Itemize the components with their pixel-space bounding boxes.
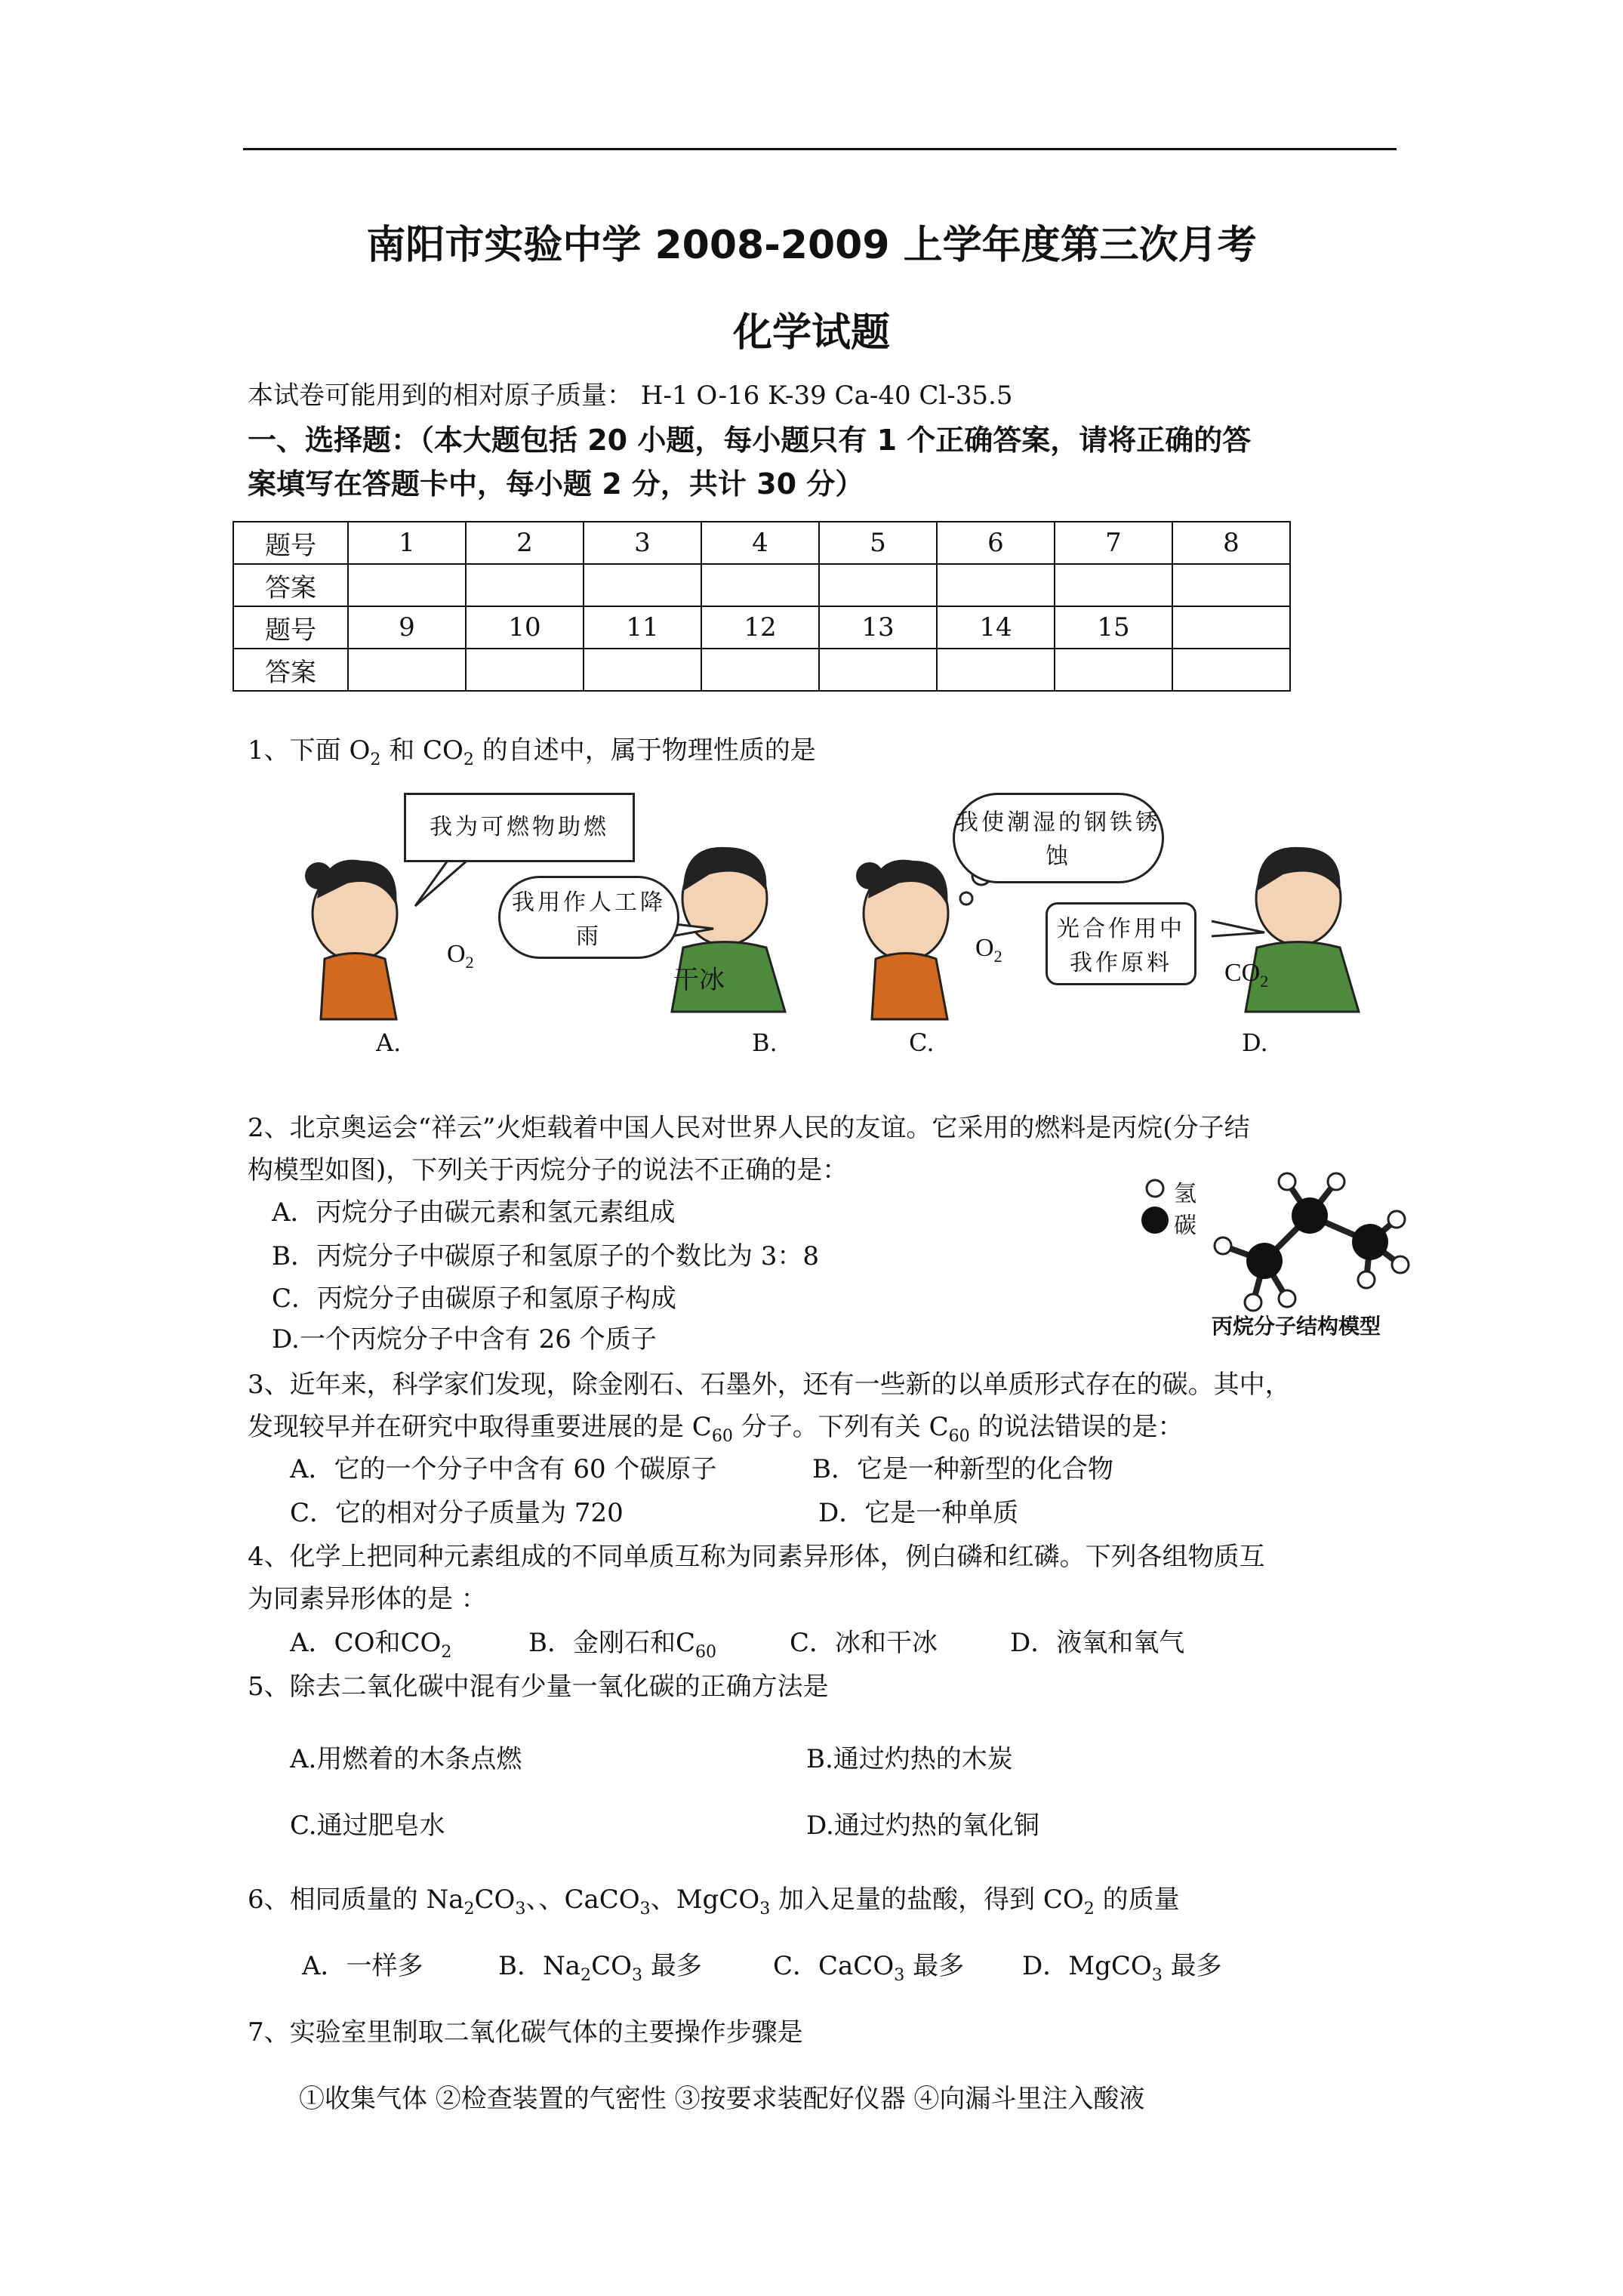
label-co2-d: $CO_2$ [1224,959,1269,991]
table-cell: 6 [937,522,1055,564]
q3-option-c: C．它的相对分子质量为 720 [290,1498,624,1528]
legend-hydrogen-label: 氢 [1174,1181,1196,1207]
table-row [233,522,1290,564]
q3-stem-line1: 3、近年来，科学家们发现，除金刚石、石墨外，还有一些新的以单质形式存在的碳。其中， [248,1370,1291,1400]
answer-cell[interactable] [937,564,1055,606]
answer-cell[interactable] [466,564,584,606]
q3-option-d: D．它是一种单质 [818,1498,1019,1528]
table-row [233,606,1290,649]
table-cell [1172,606,1290,649]
top-rule [243,148,1397,150]
answer-cell[interactable] [584,649,701,691]
table-cell: 3 [584,522,701,564]
hydrogen-legend-icon [1147,1180,1163,1197]
q2-option-c: C．丙烷分子由碳原子和氢原子构成 [272,1284,677,1314]
answer-table [233,521,1291,692]
table-cell: 题号 [233,522,348,564]
table-cell: 9 [348,606,466,649]
label-dry-ice: 干冰 [673,965,725,995]
table-cell: 8 [1172,522,1290,564]
q4-option-b: B．金刚石和$C_{60}$ [528,1628,717,1662]
q5-option-d: D.通过灼热的氧化铜 [806,1811,1039,1841]
label-o2-c: $O_2$ [975,934,1002,966]
q7-steps: ①收集气体 ②检查装置的气密性 ③按要求装配好仪器 ④向漏斗里注入酸液 [299,2084,1145,2114]
answer-cell[interactable] [466,649,584,691]
label-o2-a: $O_2$ [447,940,474,972]
q3-option-b: B．它是一种新型的化合物 [812,1454,1113,1484]
table-cell: 2 [466,522,584,564]
q4-option-d: D．液氧和氧气 [1010,1628,1185,1658]
section-heading-line1: 一、选择题：（本大题包括 20 小题，每小题只有 1 个正确答案，请将正确的答 [248,424,1252,457]
answer-cell[interactable] [348,649,466,691]
option-c-label: C. [909,1028,935,1057]
q2-stem-line2: 构模型如图)，下列关于丙烷分子的说法不正确的是： [248,1155,848,1185]
answer-cell[interactable] [701,564,819,606]
q5-option-a: A.用燃着的木条点燃 [290,1744,522,1774]
table-cell: 12 [701,606,819,649]
table-row [233,564,1290,606]
option-a-label: A. [376,1028,402,1057]
answer-cell[interactable] [348,564,466,606]
q2-stem-line1: 2、北京奥运会“祥云”火炬载着中国人民对世界人民的友谊。它采用的燃料是丙烷(分子结 [248,1113,1250,1143]
q3-stem-line2: 发现较早并在研究中取得重要进展的是 $C_{60}$ 分子。下列有关 $C_{60}$ 的说法错误的是： [248,1412,1184,1446]
speech-bubble-b: 我用作人工降雨 [498,876,679,959]
thought-bubble-c: 我使潮湿的钢铁锈蚀 [953,793,1164,883]
answer-cell[interactable] [937,649,1055,691]
table-cell: 15 [1055,606,1172,649]
section-heading-line2: 案填写在答题卡中，每小题 2 分，共计 30 分） [248,467,864,501]
carbon-legend-icon [1141,1207,1169,1234]
q4-option-a: A．CO和$CO_2$ [290,1628,452,1662]
q6-stem: 6、相同质量的 $Na_2CO_3$、、CaCO$_3$、MgCO$_3$ 加入足量的盐酸，得到 $CO_2$ 的质量 [248,1885,1180,1918]
table-cell: 答案 [233,564,348,606]
answer-cell[interactable] [1172,649,1290,691]
answer-cell[interactable] [1055,564,1172,606]
table-row [233,649,1290,691]
speech-bubble-a: 我为可燃物助燃 [404,793,635,862]
q5-option-c: C.通过肥皂水 [290,1811,445,1841]
table-cell: 答案 [233,649,348,691]
q6-option-c: C．CaCO$_3$ 最多 [773,1951,965,1985]
girl-a-figure [305,860,397,1019]
q2-option-d: D.一个丙烷分子中含有 26 个质子 [272,1324,657,1354]
table-cell: 13 [819,606,937,649]
atomic-mass-note: 本试卷可能用到的相对原子质量： H-1 O-16 K-39 Ca-40 Cl-35.5 [248,381,1013,411]
speech-bubble-d: 光合作用中我作原料 [1046,902,1196,985]
q5-option-b: B.通过灼热的木炭 [806,1744,1013,1774]
answer-cell[interactable] [1055,649,1172,691]
q5-stem: 5、除去二氧化碳中混有少量一氧化碳的正确方法是 [248,1672,829,1702]
answer-cell[interactable] [584,564,701,606]
answer-cell[interactable] [701,649,819,691]
table-cell: 1 [348,522,466,564]
q4-stem-line1: 4、化学上把同种元素组成的不同单质互称为同素异形体，例白磷和红磷。下列各组物质互 [248,1542,1265,1572]
girl-c-figure [856,860,948,1019]
q2-option-a: A．丙烷分子由碳元素和氢元素组成 [272,1197,676,1228]
q4-stem-line2: 为同素异形体的是 ： [248,1584,487,1614]
q6-option-d: D．MgCO$_3$ 最多 [1022,1951,1222,1985]
propane-model-caption: 丙烷分子结构模型 [1212,1314,1381,1339]
q6-option-a: A．一样多 [302,1951,423,1981]
table-cell: 7 [1055,522,1172,564]
exam-title: 南阳市实验中学 2008-2009 上学年度第三次月考 [366,223,1257,268]
q4-option-c: C．冰和干冰 [790,1628,938,1658]
q3-option-a: A．它的一个分子中含有 60 个碳原子 [290,1454,717,1484]
table-cell: 10 [466,606,584,649]
table-cell: 11 [584,606,701,649]
answer-cell[interactable] [819,564,937,606]
table-cell: 题号 [233,606,348,649]
option-b-label: B. [752,1028,778,1057]
q6-option-b: B．$Na_2CO_3$ 最多 [498,1951,702,1985]
option-d-label: D. [1242,1028,1268,1057]
q1-stem: 1、下面 $O_2$ 和 $CO_2$ 的自述中，属于物理性质的是 [248,735,816,769]
exam-subtitle: 化学试题 [732,310,890,356]
answer-cell[interactable] [819,649,937,691]
legend-carbon-label: 碳 [1174,1213,1196,1239]
q7-stem: 7、实验室里制取二氧化碳气体的主要操作步骤是 [248,2017,803,2048]
table-cell: 4 [701,522,819,564]
answer-cell[interactable] [1172,564,1290,606]
table-cell: 5 [819,522,937,564]
table-cell: 14 [937,606,1055,649]
q2-option-b: B．丙烷分子中碳原子和氢原子的个数比为 3：8 [272,1241,820,1271]
